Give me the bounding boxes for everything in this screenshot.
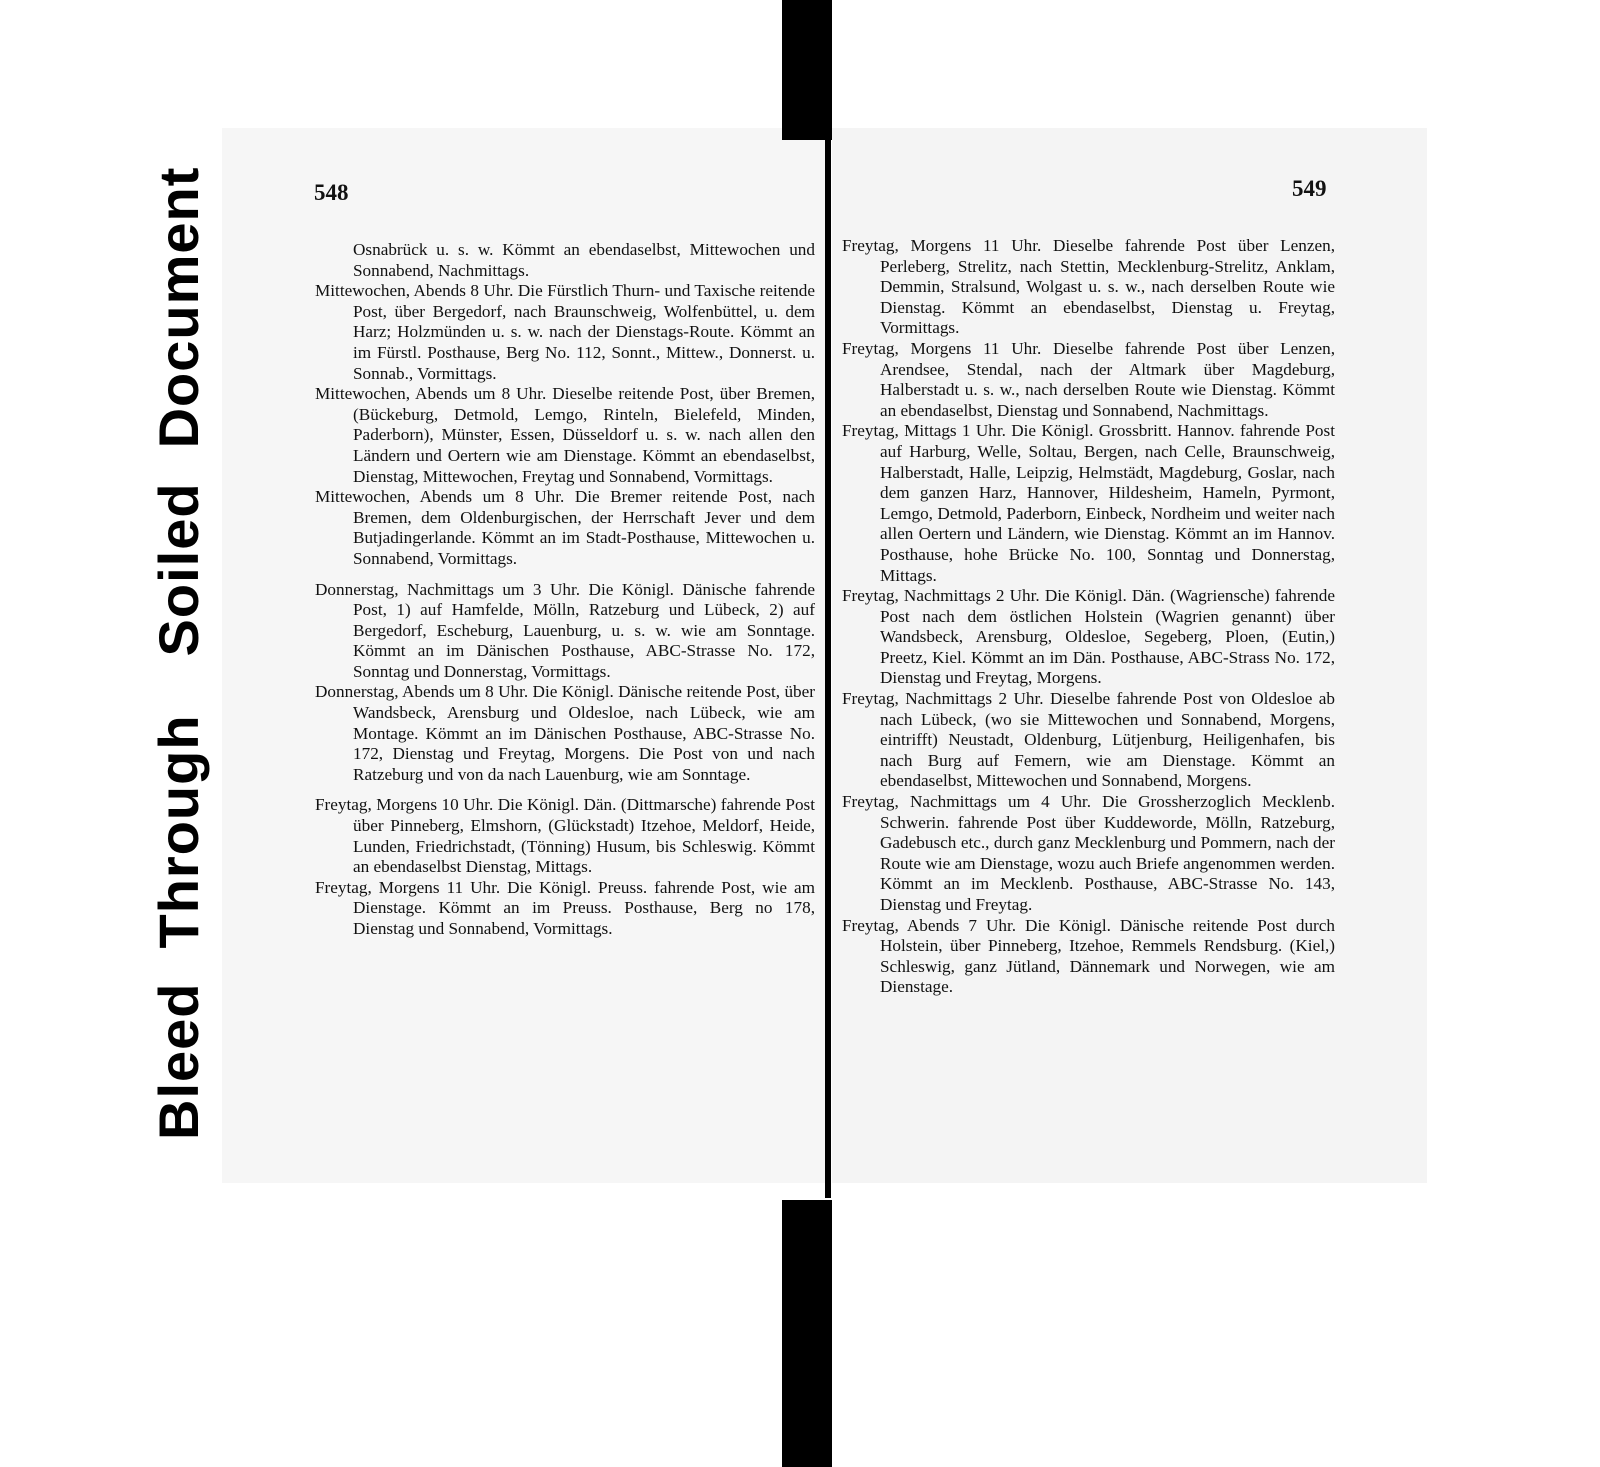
timetable-entry: Osnabrück u. s. w. Kömmt an ebendaselbst, Mittewochen und Sonnabend, Nachmittags. <box>353 240 815 280</box>
timetable-entry: Freytag, Nachmittags 2 Uhr. Die Königl. Dän. (Wagriensche) fahrende Post nach dem östlichen Holstein (Wagrien genannt) über Wandsbeck, Arensburg, Oldesloe, Segeberg, Ploen, (Eutin,) Preetz, Kiel. Kömmt an im Dän. Posthause, ABC-Strass No. 172, Dienstag und Freytag, Morgens. <box>842 586 1335 688</box>
timetable-entry: Donnerstag, Nachmittags um 3 Uhr. Die Königl. Dänische fahrende Post, 1) auf Hamfelde, Mölln, Ratzeburg und Lübeck, 2) auf Bergedorf, Escheburg, Lauenburg, u. s. w. wie am Sonntage. Kömmt an im Dänischen Posthause, ABC-Strasse No. 172, Sonntag und Donnerstag, Vormittags. <box>315 579 815 681</box>
timetable-entry: Freytag, Abends 7 Uhr. Die Königl. Dänische reitende Post durch Holstein, über Pinneberg, Itzehoe, Remmels Rendsburg. (Kiel,) Schleswig, ganz Jütland, Dännemark und Norwegen, wie am Dienstage. <box>842 915 1335 997</box>
timetable-entry: Mittewochen, Abends um 8 Uhr. Dieselbe reitende Post, über Bremen, (Bückeburg, Detmold, Lemgo, Rinteln, Bielefeld, Minden, Paderborn), Münster, Essen, Düsseldorf u. s. w. nach allen den Ländern und Oertern wie am Dienstage. Kömmt an ebendaselbst, Dienstag, Mittewochen, Freytag und Sonnabend, Vormittags. <box>315 384 815 486</box>
page-number-right: 549 <box>1292 176 1327 201</box>
timetable-entry: Freytag, Morgens 11 Uhr. Die Königl. Preuss. fahrende Post, wie am Dienstage. Kömmt an im Preuss. Posthause, Berg no 178, Dienstag und Sonnabend, Vormittags. <box>315 877 815 938</box>
gutter-shadow-bottom <box>782 1200 832 1467</box>
timetable-entry: Freytag, Nachmittags 2 Uhr. Dieselbe fahrende Post von Oldesloe ab nach Lübeck, (wo sie Mittewochen und Sonnabend, Morgens, eintrifft) Neustadt, Oldenburg, Lütjenburg, Heiligenhafen, bis nach Burg auf Femern, wie am Dienstage. Kömmt an ebendaselbst, Mittewochen und Sonnabend, Morgens. <box>842 689 1335 791</box>
timetable-entry: Freytag, Morgens 11 Uhr. Dieselbe fahrende Post über Lenzen, Perleberg, Strelitz, nach Stettin, Mecklenburg-Strelitz, Anklam, Demmin, Stralsund, Wolgast u. s. w., nach derselben Route wie Dienstag. Kömmt an ebendaselbst, Dienstag u. Freytag, Vormittags. <box>842 236 1335 338</box>
left-text-column <box>315 240 815 940</box>
timetable-entry: Mittewochen, Abends um 8 Uhr. Die Bremer reitende Post, nach Bremen, dem Oldenburgischen, der Herrschaft Jever und dem Butjadingerlande. Kömmt an im Stadt-Posthause, Mittewochen u. Sonnabend, Vormittags. <box>315 487 815 568</box>
stamp-word: Bleed <box>146 982 210 1140</box>
stamp-word: Soiled <box>146 482 210 657</box>
timetable-entry: Freytag, Nachmittags um 4 Uhr. Die Grossherzoglich Mecklenb. Schwerin. fahrende Post über Kuddeworde, Mölln, Ratzeburg, Gadebusch etc., durch ganz Mecklenburg und Pommern, nach der Route wie am Dienstage, wozu auch Briefe angenommen werden. Kömmt an im Mecklenb. Posthause, ABC-Strasse No. 143, Dienstag und Freytag. <box>842 792 1335 914</box>
timetable-entry: Mittewochen, Abends 8 Uhr. Die Fürstlich Thurn- und Taxische reitende Post, über Bergedorf, nach Braunschweig, Wolfenbüttel, u. dem Harz; Holzmünden u. s. w. nach der Dienstags-Route. Kömmt an im Fürstl. Posthause, Berg No. 112, Sonnt., Mittew., Donnerst. u. Sonnab., Vormittags. <box>315 281 815 383</box>
page-number-left: 548 <box>314 180 349 205</box>
gutter-shadow-top <box>782 0 832 140</box>
stamp-word: Document <box>146 166 210 449</box>
timetable-entry: Freytag, Morgens 11 Uhr. Dieselbe fahrende Post über Lenzen, Arendsee, Stendal, nach der Altmark über Magdeburg, Halberstadt u. s. w., nach derselben Route wie Dienstag. Kömmt an ebendaselbst, Dienstag und Sonnabend, Nachmittags. <box>842 338 1335 420</box>
timetable-entry: Donnerstag, Abends um 8 Uhr. Die Königl. Dänische reitende Post, über Wandsbeck, Arensburg und Oldesloe, nach Lübeck, wie am Montage. Kömmt an im Dänischen Posthause, ABC-Strasse No. 172, Dienstag und Freytag, Morgens. Die Post von und nach Ratzeburg und von da nach Lauenburg, wie am Sonntage. <box>315 682 815 784</box>
bleed-through-stamp <box>146 150 210 1140</box>
book-gutter <box>825 138 831 1198</box>
timetable-entry: Freytag, Mittags 1 Uhr. Die Königl. Grossbritt. Hannov. fahrende Post auf Harburg, Welle, Soltau, Bergen, nach Celle, Braunschweig, Halberstadt, Halle, Leipzig, Helmstädt, Magdeburg, Goslar, nach dem ganzen Harz, Hannover, Hildesheim, Hameln, Pyrmont, Lemgo, Detmold, Paderborn, Einbeck, Nordheim und weiter nach allen Oertern und Ländern, wie Dienstag. Kömmt an im Hannov. Posthause, hohe Brücke No. 100, Sonntag und Donnerstag, Mittags. <box>842 421 1335 585</box>
stamp-word: Through <box>146 714 210 949</box>
right-text-column <box>842 236 1335 998</box>
timetable-entry: Freytag, Morgens 10 Uhr. Die Königl. Dän. (Dittmarsche) fahrende Post über Pinneberg, Elmshorn, (Glückstadt) Itzehoe, Meldorf, Heide, Lunden, Friedrichstadt, (Tönning) Husum, bis Schleswig. Kömmt an ebendaselbst Dienstag, Mittags. <box>315 795 815 877</box>
